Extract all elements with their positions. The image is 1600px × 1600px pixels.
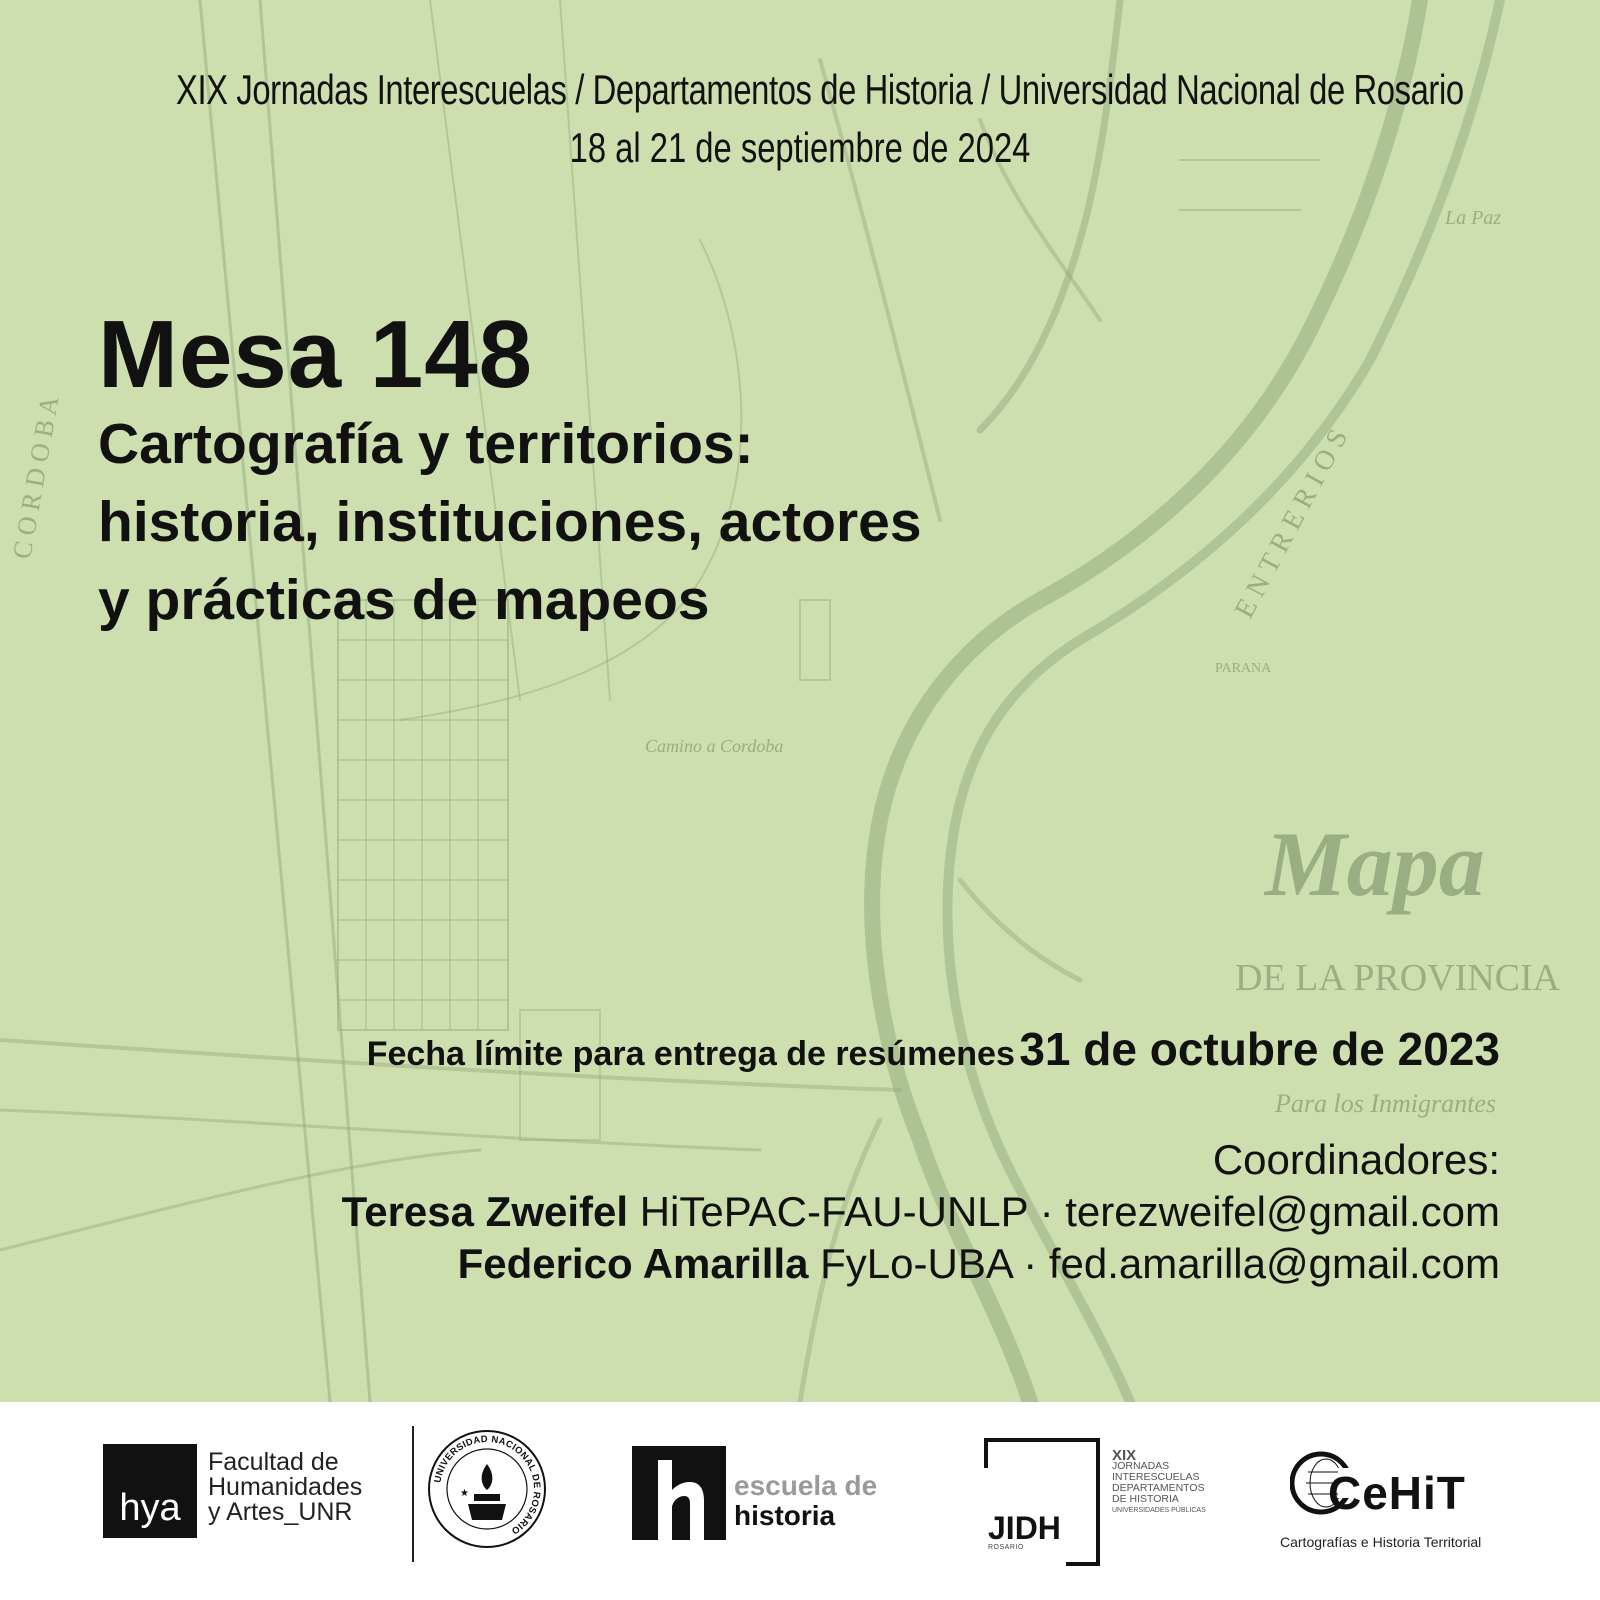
coordinators-label: Coordinadores: xyxy=(1212,1136,1500,1183)
mesa-title-line-2: historia, instituciones, actores xyxy=(98,490,922,554)
map-label-lapaz: La Paz xyxy=(1445,207,1502,229)
hya-line: Humanidades xyxy=(208,1473,363,1501)
unr-seal-logo xyxy=(426,1428,548,1550)
hya-logo-text xyxy=(208,1450,362,1525)
cehit-logo-mark: CeHiT xyxy=(1328,1467,1466,1519)
deadline-date: 31 de octubre de 2023 xyxy=(1019,1023,1500,1075)
map-label-parana: PARANA xyxy=(1215,661,1272,676)
jidh-edition: XIX xyxy=(1112,1447,1137,1464)
escuela-logo-line-1: escuela de xyxy=(734,1470,878,1501)
jidh-logo-text xyxy=(1112,1447,1206,1516)
coordinator-affiliation: HiTePAC-FAU-UNLP · terezweifel@gmail.com xyxy=(639,1188,1500,1235)
coordinator-affiliation: FyLo-UBA · fed.amarilla@gmail.com xyxy=(820,1240,1500,1287)
jidh-logo-mark: JIDH xyxy=(988,1510,1061,1546)
escuela-logo-line-2: historia xyxy=(734,1500,836,1531)
mesa-title-line-1: Cartografía y territorios: xyxy=(98,412,754,476)
escuela-h-icon xyxy=(632,1446,726,1540)
deadline xyxy=(367,1022,1500,1076)
map-label-cordoba: C O R D O B A xyxy=(7,393,65,562)
svg-text:UNIVERSIDAD NACIONAL DE ROSARI: UNIVERSIDAD NACIONAL DE ROSARIO xyxy=(432,1433,543,1537)
map-label-camino: Camino a Cordoba xyxy=(645,736,784,756)
jidh-city: ROSARIO xyxy=(988,1544,1024,1551)
map-label-entrerios: E N T R E R I O S xyxy=(1228,424,1355,624)
deadline-label: Fecha límite para entrega de resúmenes xyxy=(366,1035,1015,1073)
footer-divider xyxy=(412,1426,414,1562)
coordinator-name: Federico Amarilla xyxy=(457,1240,809,1287)
event-title: XIX Jornadas Interescuelas / Departamentos de Historia / Universidad Nacional de Rosario xyxy=(176,66,1464,113)
map-label-mapa: Mapa xyxy=(1265,813,1485,915)
mesa-number: Mesa 148 xyxy=(98,301,533,408)
svg-text:★: ★ xyxy=(460,1488,469,1499)
cehit-logo-subtitle: Cartografías e Historia Territorial xyxy=(1280,1534,1482,1550)
jidh-line: DE HISTORIA xyxy=(1112,1493,1179,1505)
mesa-title-line-3: y prácticas de mapeos xyxy=(98,568,710,632)
jidh-line: DEPARTAMENTOS xyxy=(1112,1482,1205,1494)
map-label-inmigrantes: Para los Inmigrantes xyxy=(1275,1089,1496,1118)
event-dates: 18 al 21 de septiembre de 2024 xyxy=(569,124,1031,171)
jidh-line: INTERESCUELAS xyxy=(1112,1471,1200,1483)
jidh-line: JORNADAS xyxy=(1112,1460,1170,1472)
map-label-provincia: DE LA PROVINCIA xyxy=(1235,957,1561,999)
hya-logo-mark: hya xyxy=(103,1444,197,1538)
coordinator-name: Teresa Zweifel xyxy=(341,1188,629,1235)
hya-line: Facultad de xyxy=(208,1448,339,1476)
hya-line: y Artes_UNR xyxy=(208,1498,353,1526)
coordinator-2 xyxy=(458,1240,1500,1288)
footer-logos xyxy=(0,1402,1600,1600)
coordinator-1 xyxy=(342,1188,1500,1236)
jidh-line: UNIVERSIDADES PÚBLICAS xyxy=(1112,1507,1206,1514)
